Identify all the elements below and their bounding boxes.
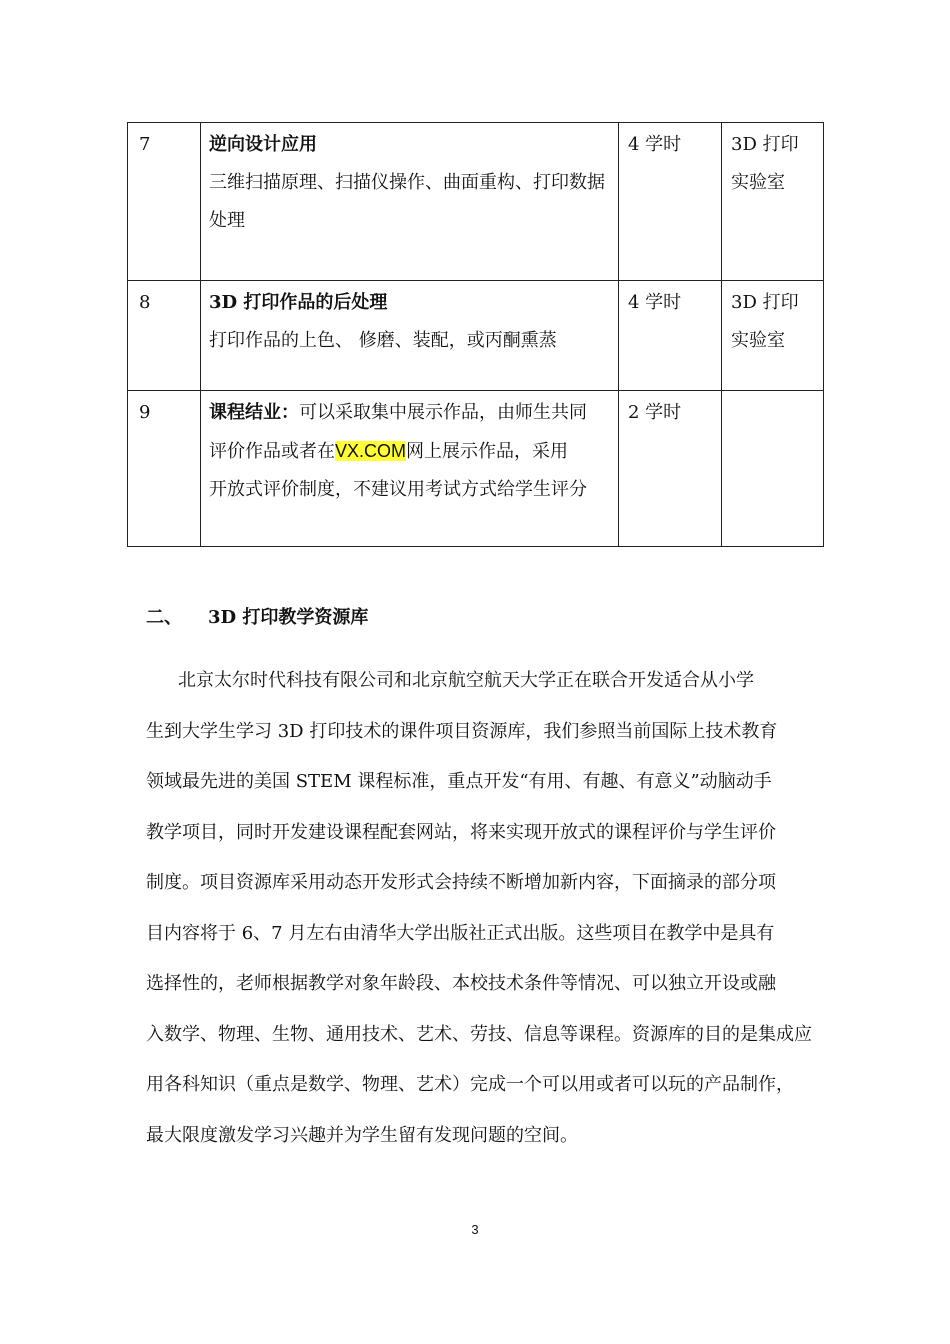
paragraph-line: 用各科知识（重点是数学、物理、艺术）完成一个可以用或者可以玩的产品制作， [146,1074,794,1095]
content-cell [201,281,619,391]
paragraph-line: 制度。项目资源库采用动态开发形式会持续不断增加新内容，下面摘录的部分项 [146,872,776,893]
lesson-hours: 2 学时 [628,402,682,423]
hours-cell [619,123,722,281]
section-heading [146,604,368,632]
lesson-hours: 4 学时 [628,134,682,155]
lesson-title: 课程结业： [209,402,299,423]
table-row [128,281,824,391]
paragraph-line: 目内容将于 6、7 月左右由清华大学出版社正式出版。这些项目在教学中是具有 [146,922,775,944]
row-number-cell [128,123,201,281]
location-line: 实验室 [731,172,785,193]
content-cell [201,391,619,547]
highlighted-website-text: VX.COM [335,441,407,461]
section-title: 3D 打印教学资源库 [208,607,369,628]
body-paragraph [146,656,816,1161]
paragraph-line: 领域最先进的美国 STEM 课程标准，重点开发“有用、有趣、有意义”动脑动手 [146,771,772,792]
row-number: 9 [139,402,151,423]
course-schedule-table [127,122,824,547]
row-number: 7 [139,134,151,155]
hours-cell [619,391,722,547]
location-cell [722,281,824,391]
hours-cell [619,281,722,391]
location-cell [722,123,824,281]
lesson-desc-text: 评价作品或者在 [209,441,335,462]
lesson-title: 3D 打印作品的后处理 [209,292,388,313]
lesson-desc-line: 三维扫描原理、扫描仪操作、曲面重构、打印数据 [209,172,605,193]
row-number-cell [128,281,201,391]
location-line: 实验室 [731,330,785,351]
lesson-title: 逆向设计应用 [209,134,317,155]
lesson-desc-line: 处理 [209,210,245,231]
location-line: 3D 打印 [731,134,799,155]
paragraph-line: 选择性的，老师根据教学对象年龄段、本校技术条件等情况、可以独立开设或融 [146,973,776,994]
paragraph-line: 生到大学生学习 3D 打印技术的课件项目资源库，我们参照当前国际上技术教育 [146,720,778,742]
paragraph-line: 教学项目，同时开发建设课程配套网站，将来实现开放式的课程评价与学生评价 [146,821,776,843]
paragraph-line: 北京太尔时代科技有限公司和北京航空航天大学正在联合开发适合从小学 [178,670,754,691]
lesson-desc-text: 网上展示作品，采用 [406,441,569,462]
row-number-cell [128,391,201,547]
table-row [128,391,824,547]
lesson-desc-line: 打印作品的上色、 修磨、装配，或丙酮熏蒸 [209,330,557,351]
row-number: 8 [139,292,151,313]
location-cell [722,391,824,547]
table-row [128,123,824,281]
paragraph-line: 最大限度激发学习兴趣并为学生留有发现问题的空间。 [146,1124,578,1146]
section-number: 二、 [146,607,182,628]
lesson-desc-line: 开放式评价制度，不建议用考试方式给学生评分 [209,479,587,500]
page-number: 3 [471,1222,479,1237]
paragraph-line: 入数学、物理、生物、通用技术、艺术、劳技、信息等课程。资源库的目的是集成应 [146,1023,812,1045]
lesson-hours: 4 学时 [628,292,682,313]
content-cell [201,123,619,281]
location-line: 3D 打印 [731,292,799,313]
lesson-desc-text: 可以采取集中展示作品，由师生共同 [299,402,587,423]
